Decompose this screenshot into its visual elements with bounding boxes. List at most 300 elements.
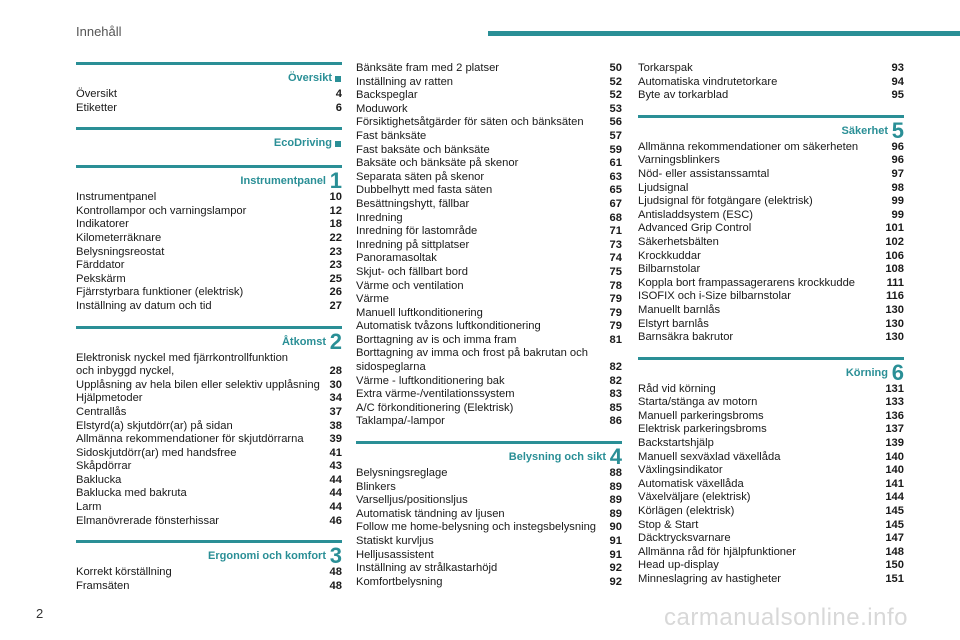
toc-section <box>638 103 904 345</box>
toc-entry-page: 145 <box>885 505 904 518</box>
toc-entry-title: Försiktighetsåtgärder för säten och bänksäten <box>356 116 584 129</box>
section-rule <box>76 62 342 65</box>
section-rule <box>76 326 342 329</box>
toc-entry[interactable] <box>356 252 622 266</box>
toc-entry-title: Inredning på sittplatser <box>356 238 470 251</box>
watermark: carmanualsonline.info <box>664 604 908 631</box>
toc-entry-page: 145 <box>885 518 904 531</box>
toc-entry-title: Manuell parkeringsbroms <box>638 409 764 422</box>
toc-entry[interactable] <box>638 236 904 250</box>
toc-entry-title: Elstyrd(a) skjutdörr(ar) på sidan <box>76 419 233 432</box>
toc-entry-title: Sidoskjutdörr(ar) med handsfree <box>76 446 237 459</box>
toc-entry[interactable] <box>638 396 904 410</box>
toc-entry-title: Översikt <box>76 88 118 100</box>
toc-section <box>76 62 342 115</box>
toc-entry-title: Indikatorer <box>76 218 129 231</box>
toc-entry-title: Bänksäte fram med 2 platser <box>356 62 500 74</box>
toc-entry-page: 37 <box>329 405 342 418</box>
toc-entry-title: Antisladdsystem (ESC) <box>638 208 754 221</box>
toc-entry[interactable] <box>356 320 622 334</box>
toc-entry[interactable] <box>76 273 342 287</box>
toc-entry-title: Blinkers <box>356 480 396 493</box>
toc-entry-title: Ljudsignal <box>638 181 689 194</box>
toc-entry-page: 137 <box>885 423 904 436</box>
toc-entry-title: Värme och ventilation <box>356 279 464 292</box>
section-title: Belysning och sikt <box>508 451 606 464</box>
toc-entry-page: 4 <box>335 88 342 100</box>
toc-entry-title: Växelväljare (elektrisk) <box>638 491 751 504</box>
toc-entry-title: Manuellt barnlås <box>638 303 721 316</box>
toc-entry-title: Belysningsreglage <box>356 467 448 480</box>
toc-section <box>356 62 622 429</box>
toc-entry[interactable] <box>638 464 904 478</box>
toc-entry-title: Manuell sexväxlad växellåda <box>638 450 781 463</box>
toc-entry-page: 130 <box>885 303 904 316</box>
toc-entry[interactable] <box>356 388 622 402</box>
toc-entry-title: Inredning för lastområde <box>356 225 478 238</box>
toc-entry-title: Starta/stänga av motorn <box>638 396 758 409</box>
toc-entry-title: Automatisk tändning av ljusen <box>356 507 505 520</box>
toc-entry-title: Dubbelhytt med fasta säten <box>356 184 493 197</box>
toc-entry-page: 86 <box>609 415 622 428</box>
toc-entry-page: 23 <box>329 259 342 272</box>
toc-column-3 <box>638 62 904 587</box>
toc-entry-page: 81 <box>609 333 622 346</box>
toc-entry[interactable] <box>356 576 622 590</box>
toc-entry[interactable] <box>638 141 904 155</box>
toc-entry-title: Skåpdörrar <box>76 460 132 473</box>
toc-entry[interactable] <box>638 318 904 332</box>
toc-entry[interactable] <box>76 447 342 461</box>
toc-entry-title: Framsäten <box>76 579 130 592</box>
section-rule <box>76 165 342 168</box>
toc-entry[interactable] <box>638 290 904 304</box>
toc-entry-page: 48 <box>329 566 342 579</box>
toc-entry[interactable] <box>76 300 342 314</box>
toc-entry-page: 99 <box>891 208 904 221</box>
toc-entry[interactable] <box>356 198 622 212</box>
toc-entry-title: Moduwork <box>356 102 408 115</box>
toc-entry[interactable] <box>638 573 904 587</box>
toc-entry-title: Nöd- eller assistanssamtal <box>638 167 770 180</box>
toc-entry-page: 39 <box>329 433 342 446</box>
section-title: Instrumentpanel <box>240 175 326 188</box>
toc-entry-title: Elektrisk parkeringsbroms <box>638 423 767 436</box>
toc-entry[interactable] <box>356 76 622 90</box>
toc-entry[interactable] <box>638 478 904 492</box>
toc-entry[interactable] <box>638 546 904 560</box>
toc-entry-title: Follow me home-belysning och instegsbelysning <box>356 521 597 534</box>
toc-entry[interactable] <box>76 102 342 116</box>
toc-entry-title: Belysningsreostat <box>76 245 165 258</box>
section-title: Översikt <box>287 72 332 84</box>
toc-entry-title: Inställning av datum och tid <box>76 299 212 312</box>
toc-entry[interactable] <box>356 307 622 321</box>
toc-entry-title: Krockkuddar <box>638 249 701 262</box>
toc-entry-page: 95 <box>891 89 904 102</box>
toc-entry-page: 92 <box>609 575 622 588</box>
toc-entry[interactable] <box>356 266 622 280</box>
toc-entry-page: 131 <box>885 382 904 395</box>
toc-section <box>638 345 904 587</box>
toc-entry-page: 90 <box>609 521 622 534</box>
toc-entry-page: 12 <box>329 204 342 217</box>
toc-entry-title: Koppla bort frampassagerarens krockkudde <box>638 276 856 289</box>
toc-entry[interactable] <box>356 508 622 522</box>
toc-entry-page: 101 <box>885 222 904 235</box>
section-number: 5 <box>891 117 904 143</box>
section-rule <box>638 357 904 360</box>
toc-entry[interactable] <box>76 232 342 246</box>
toc-entry[interactable] <box>76 460 342 474</box>
toc-entry-page: 88 <box>609 467 622 480</box>
toc-entry[interactable] <box>76 420 342 434</box>
toc-entry[interactable] <box>356 549 622 563</box>
toc-entry-page: 136 <box>885 409 904 422</box>
toc-entry[interactable] <box>356 334 622 348</box>
toc-entry-title: Barnsäkra bakrutor <box>638 331 734 344</box>
toc-entry[interactable] <box>76 433 342 447</box>
section-number: 2 <box>329 328 342 354</box>
toc-entry[interactable] <box>356 521 622 535</box>
toc-entry-title: Head up-display <box>638 559 719 572</box>
toc-entry-title: Kilometerräknare <box>76 231 162 244</box>
toc-entry-page: 28 <box>329 365 342 378</box>
toc-entry[interactable] <box>356 116 622 130</box>
toc-entry[interactable] <box>76 406 342 420</box>
toc-entry-page: 74 <box>609 252 622 265</box>
toc-entry-page: 111 <box>886 276 904 289</box>
toc-entry[interactable] <box>638 559 904 573</box>
toc-entry-title: Inställning av ratten <box>356 75 454 88</box>
toc-entry-page: 140 <box>885 464 904 477</box>
section-heading <box>76 326 342 352</box>
toc-entry[interactable] <box>638 263 904 277</box>
toc-entry-page: 63 <box>609 170 622 183</box>
toc-entry-title: Manuell luftkonditionering <box>356 306 483 319</box>
section-heading <box>76 127 342 153</box>
toc-entry[interactable] <box>76 352 342 379</box>
toc-entry-page: 52 <box>609 89 622 102</box>
toc-entry-page: 91 <box>609 535 622 547</box>
toc-entry[interactable] <box>356 89 622 103</box>
toc-entry-page: 85 <box>609 401 622 414</box>
toc-entry-title: Fast bänksäte <box>356 129 427 142</box>
toc-entry[interactable] <box>638 209 904 223</box>
toc-entry-list <box>76 566 342 593</box>
toc-entry-page: 6 <box>335 101 342 114</box>
toc-entry-title: Helljusassistent <box>356 548 434 561</box>
toc-entry[interactable] <box>638 423 904 437</box>
toc-entry-title: Säkerhetsbälten <box>638 235 719 248</box>
toc-entry-page: 79 <box>609 306 622 319</box>
toc-entry-title: Besättningshytt, fällbar <box>356 197 470 210</box>
toc-entry[interactable] <box>638 168 904 182</box>
toc-entry[interactable] <box>638 451 904 465</box>
toc-entry-page: 141 <box>885 477 904 490</box>
toc-entry[interactable] <box>356 171 622 185</box>
toc-entry-page: 96 <box>891 140 904 153</box>
toc-entry-page: 82 <box>609 361 622 374</box>
toc-entry-page: 52 <box>609 75 622 88</box>
toc-entry[interactable] <box>356 239 622 253</box>
toc-entry[interactable] <box>356 225 622 239</box>
toc-entry[interactable] <box>638 76 904 90</box>
toc-entry[interactable] <box>356 280 622 294</box>
toc-entry-title: Backspeglar <box>356 89 418 102</box>
toc-entry-page: 10 <box>329 191 342 204</box>
toc-entry-title: Baklucka <box>76 473 122 486</box>
toc-entry[interactable] <box>356 535 622 549</box>
toc-entry-list <box>76 352 342 529</box>
toc-section <box>356 429 622 589</box>
toc-entry-title: Minneslagring av hastigheter <box>638 573 782 585</box>
toc-entry[interactable] <box>638 154 904 168</box>
header-accent-bar <box>488 31 960 36</box>
section-rule <box>638 115 904 118</box>
toc-entry[interactable] <box>356 157 622 171</box>
toc-entry[interactable] <box>356 103 622 117</box>
toc-entry-title: Hjälpmetoder <box>76 392 143 405</box>
toc-entry[interactable] <box>638 505 904 519</box>
toc-entry-title: Fjärrstyrbara funktioner (elektrisk) <box>76 286 244 299</box>
toc-entry[interactable] <box>76 515 342 529</box>
toc-entry-title: Separata säten på skenor <box>356 170 485 183</box>
toc-entry-title: Borttagning av is och imma fram <box>356 333 517 346</box>
toc-entry-title: Upplåsning av hela bilen eller selektiv upplåsning <box>76 378 320 391</box>
toc-entry[interactable] <box>76 580 342 594</box>
section-number: 3 <box>329 543 342 569</box>
toc-entry-title: A/C förkonditionering (Elektrisk) <box>356 401 514 414</box>
toc-entry-page: 26 <box>329 286 342 299</box>
section-rule <box>76 540 342 543</box>
toc-entry-page: 97 <box>891 167 904 180</box>
toc-entry-page: 73 <box>609 238 622 251</box>
section-heading <box>638 115 904 141</box>
toc-entry[interactable] <box>638 182 904 196</box>
toc-entry[interactable] <box>356 62 622 76</box>
section-square-marker <box>335 141 341 147</box>
toc-entry-page: 130 <box>885 331 904 344</box>
toc-entry-title: Extra värme-/ventilationssystem <box>356 388 515 401</box>
toc-entry-page: 41 <box>329 446 342 459</box>
toc-entry-title: Körlägen (elektrisk) <box>638 505 735 518</box>
toc-entry-title: Ljudsignal för fotgängare (elektrisk) <box>638 195 813 208</box>
toc-entry-title: Automatiska vindrutetorkare <box>638 75 778 88</box>
toc-entry-page: 99 <box>891 195 904 208</box>
toc-entry-page: 83 <box>609 388 622 401</box>
toc-entry-page: 22 <box>329 231 342 244</box>
toc-entry-page: 57 <box>609 129 622 142</box>
toc-entry[interactable] <box>356 467 622 481</box>
toc-entry[interactable] <box>356 481 622 495</box>
toc-entry-title: Varningsblinkers <box>638 154 720 167</box>
toc-entry[interactable] <box>76 246 342 260</box>
toc-entry-page: 61 <box>609 157 622 170</box>
toc-entry-title: Elstyrt barnlås <box>638 317 709 330</box>
toc-entry[interactable] <box>638 304 904 318</box>
toc-entry-page: 92 <box>609 562 622 575</box>
toc-entry-page: 25 <box>329 272 342 285</box>
toc-entry-page: 147 <box>885 532 904 545</box>
toc-entry-title: Färddator <box>76 259 125 272</box>
toc-entry-page: 89 <box>609 480 622 493</box>
section-heading <box>76 165 342 194</box>
toc-entry-page: 50 <box>609 62 622 74</box>
toc-entry-page: 106 <box>885 249 904 262</box>
toc-entry-page: 102 <box>885 235 904 248</box>
toc-entry[interactable] <box>356 375 622 389</box>
toc-entry-title: Råd vid körning <box>638 382 716 395</box>
toc-section <box>76 115 342 153</box>
toc-section <box>76 153 342 313</box>
toc-entry-page: 89 <box>609 494 622 507</box>
toc-entry-title: Panoramasoltak <box>356 252 437 265</box>
toc-entry-page: 44 <box>329 473 342 486</box>
toc-entry-list <box>76 88 342 115</box>
toc-entry[interactable] <box>638 519 904 533</box>
toc-entry-page: 96 <box>891 154 904 167</box>
toc-entry-title: Instrumentpanel <box>76 191 157 204</box>
toc-entry-page: 44 <box>329 487 342 500</box>
toc-entry[interactable] <box>356 144 622 158</box>
toc-entry[interactable] <box>76 205 342 219</box>
toc-entry-page: 91 <box>609 548 622 561</box>
toc-entry-page: 133 <box>885 396 904 409</box>
toc-entry[interactable] <box>638 437 904 451</box>
section-heading <box>76 540 342 569</box>
toc-entry[interactable] <box>76 286 342 300</box>
toc-entry-page: 150 <box>885 559 904 572</box>
section-title: Körning <box>845 366 888 379</box>
toc-entry-list <box>638 141 904 345</box>
toc-entry[interactable] <box>76 474 342 488</box>
toc-entry[interactable] <box>76 501 342 515</box>
toc-entry-title: Etiketter <box>76 101 118 114</box>
toc-entry-page: 38 <box>329 419 342 432</box>
toc-entry-title: Komfortbelysning <box>356 575 443 588</box>
toc-entry[interactable] <box>76 566 342 580</box>
toc-entry-title: Advanced Grip Control <box>638 222 752 235</box>
toc-entry-page: 98 <box>891 181 904 194</box>
toc-entry-page: 48 <box>329 579 342 592</box>
toc-entry-page: 93 <box>891 62 904 74</box>
section-title: Ergonomi och komfort <box>208 550 326 563</box>
toc-entry-page: 65 <box>609 184 622 197</box>
toc-entry[interactable] <box>638 89 904 103</box>
section-number: 1 <box>329 168 342 194</box>
toc-entry[interactable] <box>76 487 342 501</box>
toc-entry-title: Elektronisk nyckel med fjärrkontrollfunktion och inbyggd nyckel, <box>76 351 289 378</box>
toc-entry-page: 151 <box>885 573 904 585</box>
toc-entry[interactable] <box>638 331 904 345</box>
toc-entry-list <box>76 191 342 313</box>
toc-entry-title: Allmänna rekommendationer om säkerheten <box>638 140 859 153</box>
toc-column-2 <box>356 62 622 589</box>
toc-entry-page: 148 <box>885 545 904 558</box>
toc-entry-page: 56 <box>609 116 622 129</box>
toc-entry-page: 79 <box>609 320 622 333</box>
toc-entry[interactable] <box>356 402 622 416</box>
toc-entry-page: 108 <box>885 263 904 276</box>
toc-entry[interactable] <box>76 392 342 406</box>
section-square-marker <box>335 76 341 82</box>
toc-entry[interactable] <box>356 293 622 307</box>
toc-entry-title: Skjut- och fällbart bord <box>356 265 468 278</box>
page-number: 2 <box>36 606 44 621</box>
toc-entry-page: 53 <box>609 102 622 115</box>
toc-entry[interactable] <box>356 130 622 144</box>
toc-entry-title: Backstartshjälp <box>638 437 714 450</box>
toc-entry[interactable] <box>356 347 622 374</box>
toc-entry-page: 75 <box>609 265 622 278</box>
toc-entry-title: Borttagning av imma och frost på bakrutan och sidospeglarna <box>356 347 588 374</box>
toc-entry-title: Växlingsindikator <box>638 464 723 477</box>
toc-entry-title: Varselljus/positionsljus <box>356 494 468 507</box>
section-title: Åtkomst <box>281 335 326 348</box>
toc-entry-page: 43 <box>329 460 342 473</box>
toc-entry-page: 140 <box>885 450 904 463</box>
toc-entry-list <box>356 62 622 429</box>
toc-entry-page: 71 <box>609 225 622 238</box>
toc-entry[interactable] <box>638 491 904 505</box>
toc-entry[interactable] <box>76 88 342 102</box>
toc-entry[interactable] <box>638 383 904 397</box>
toc-entry-title: Inställning av strålkastarhöjd <box>356 562 498 575</box>
toc-entry[interactable] <box>76 379 342 393</box>
toc-entry[interactable] <box>638 222 904 236</box>
toc-entry-title: Värme <box>356 293 389 306</box>
toc-entry-title: Inredning <box>356 211 403 224</box>
toc-entry[interactable] <box>638 532 904 546</box>
section-heading <box>76 62 342 88</box>
toc-entry[interactable] <box>356 494 622 508</box>
toc-entry-page: 44 <box>329 501 342 514</box>
toc-entry[interactable] <box>356 562 622 576</box>
toc-entry[interactable] <box>356 415 622 429</box>
toc-section <box>76 528 342 593</box>
toc-entry[interactable] <box>638 195 904 209</box>
toc-entry-title: Fast baksäte och bänksäte <box>356 143 490 156</box>
toc-entry-title: Baklucka med bakruta <box>76 487 187 500</box>
toc-entry-page: 67 <box>609 197 622 210</box>
toc-entry-page: 79 <box>609 293 622 306</box>
section-number: 4 <box>609 444 622 470</box>
toc-entry-title: ISOFIX och i-Size bilbarnstolar <box>638 290 791 303</box>
toc-entry-page: 78 <box>609 279 622 292</box>
toc-entry-title: Taklampa/-lampor <box>356 415 445 428</box>
section-rule <box>76 127 342 130</box>
section-number: 6 <box>891 359 904 385</box>
toc-entry-page: 27 <box>329 299 342 312</box>
toc-entry[interactable] <box>638 250 904 264</box>
toc-entry-page: 130 <box>885 317 904 330</box>
toc-entry[interactable] <box>356 212 622 226</box>
toc-entry[interactable] <box>638 277 904 291</box>
toc-entry[interactable] <box>76 191 342 205</box>
page-header-title: Innehåll <box>76 24 122 39</box>
toc-entry[interactable] <box>76 218 342 232</box>
toc-entry[interactable] <box>356 184 622 198</box>
toc-entry[interactable] <box>638 62 904 76</box>
toc-entry-title: Däcktrycksvarnare <box>638 532 731 545</box>
toc-entry-page: 59 <box>609 143 622 156</box>
toc-section <box>638 62 904 103</box>
toc-entry-title: Larm <box>76 501 102 514</box>
toc-entry[interactable] <box>638 410 904 424</box>
section-title: EcoDriving <box>273 137 332 150</box>
toc-entry[interactable] <box>76 259 342 273</box>
